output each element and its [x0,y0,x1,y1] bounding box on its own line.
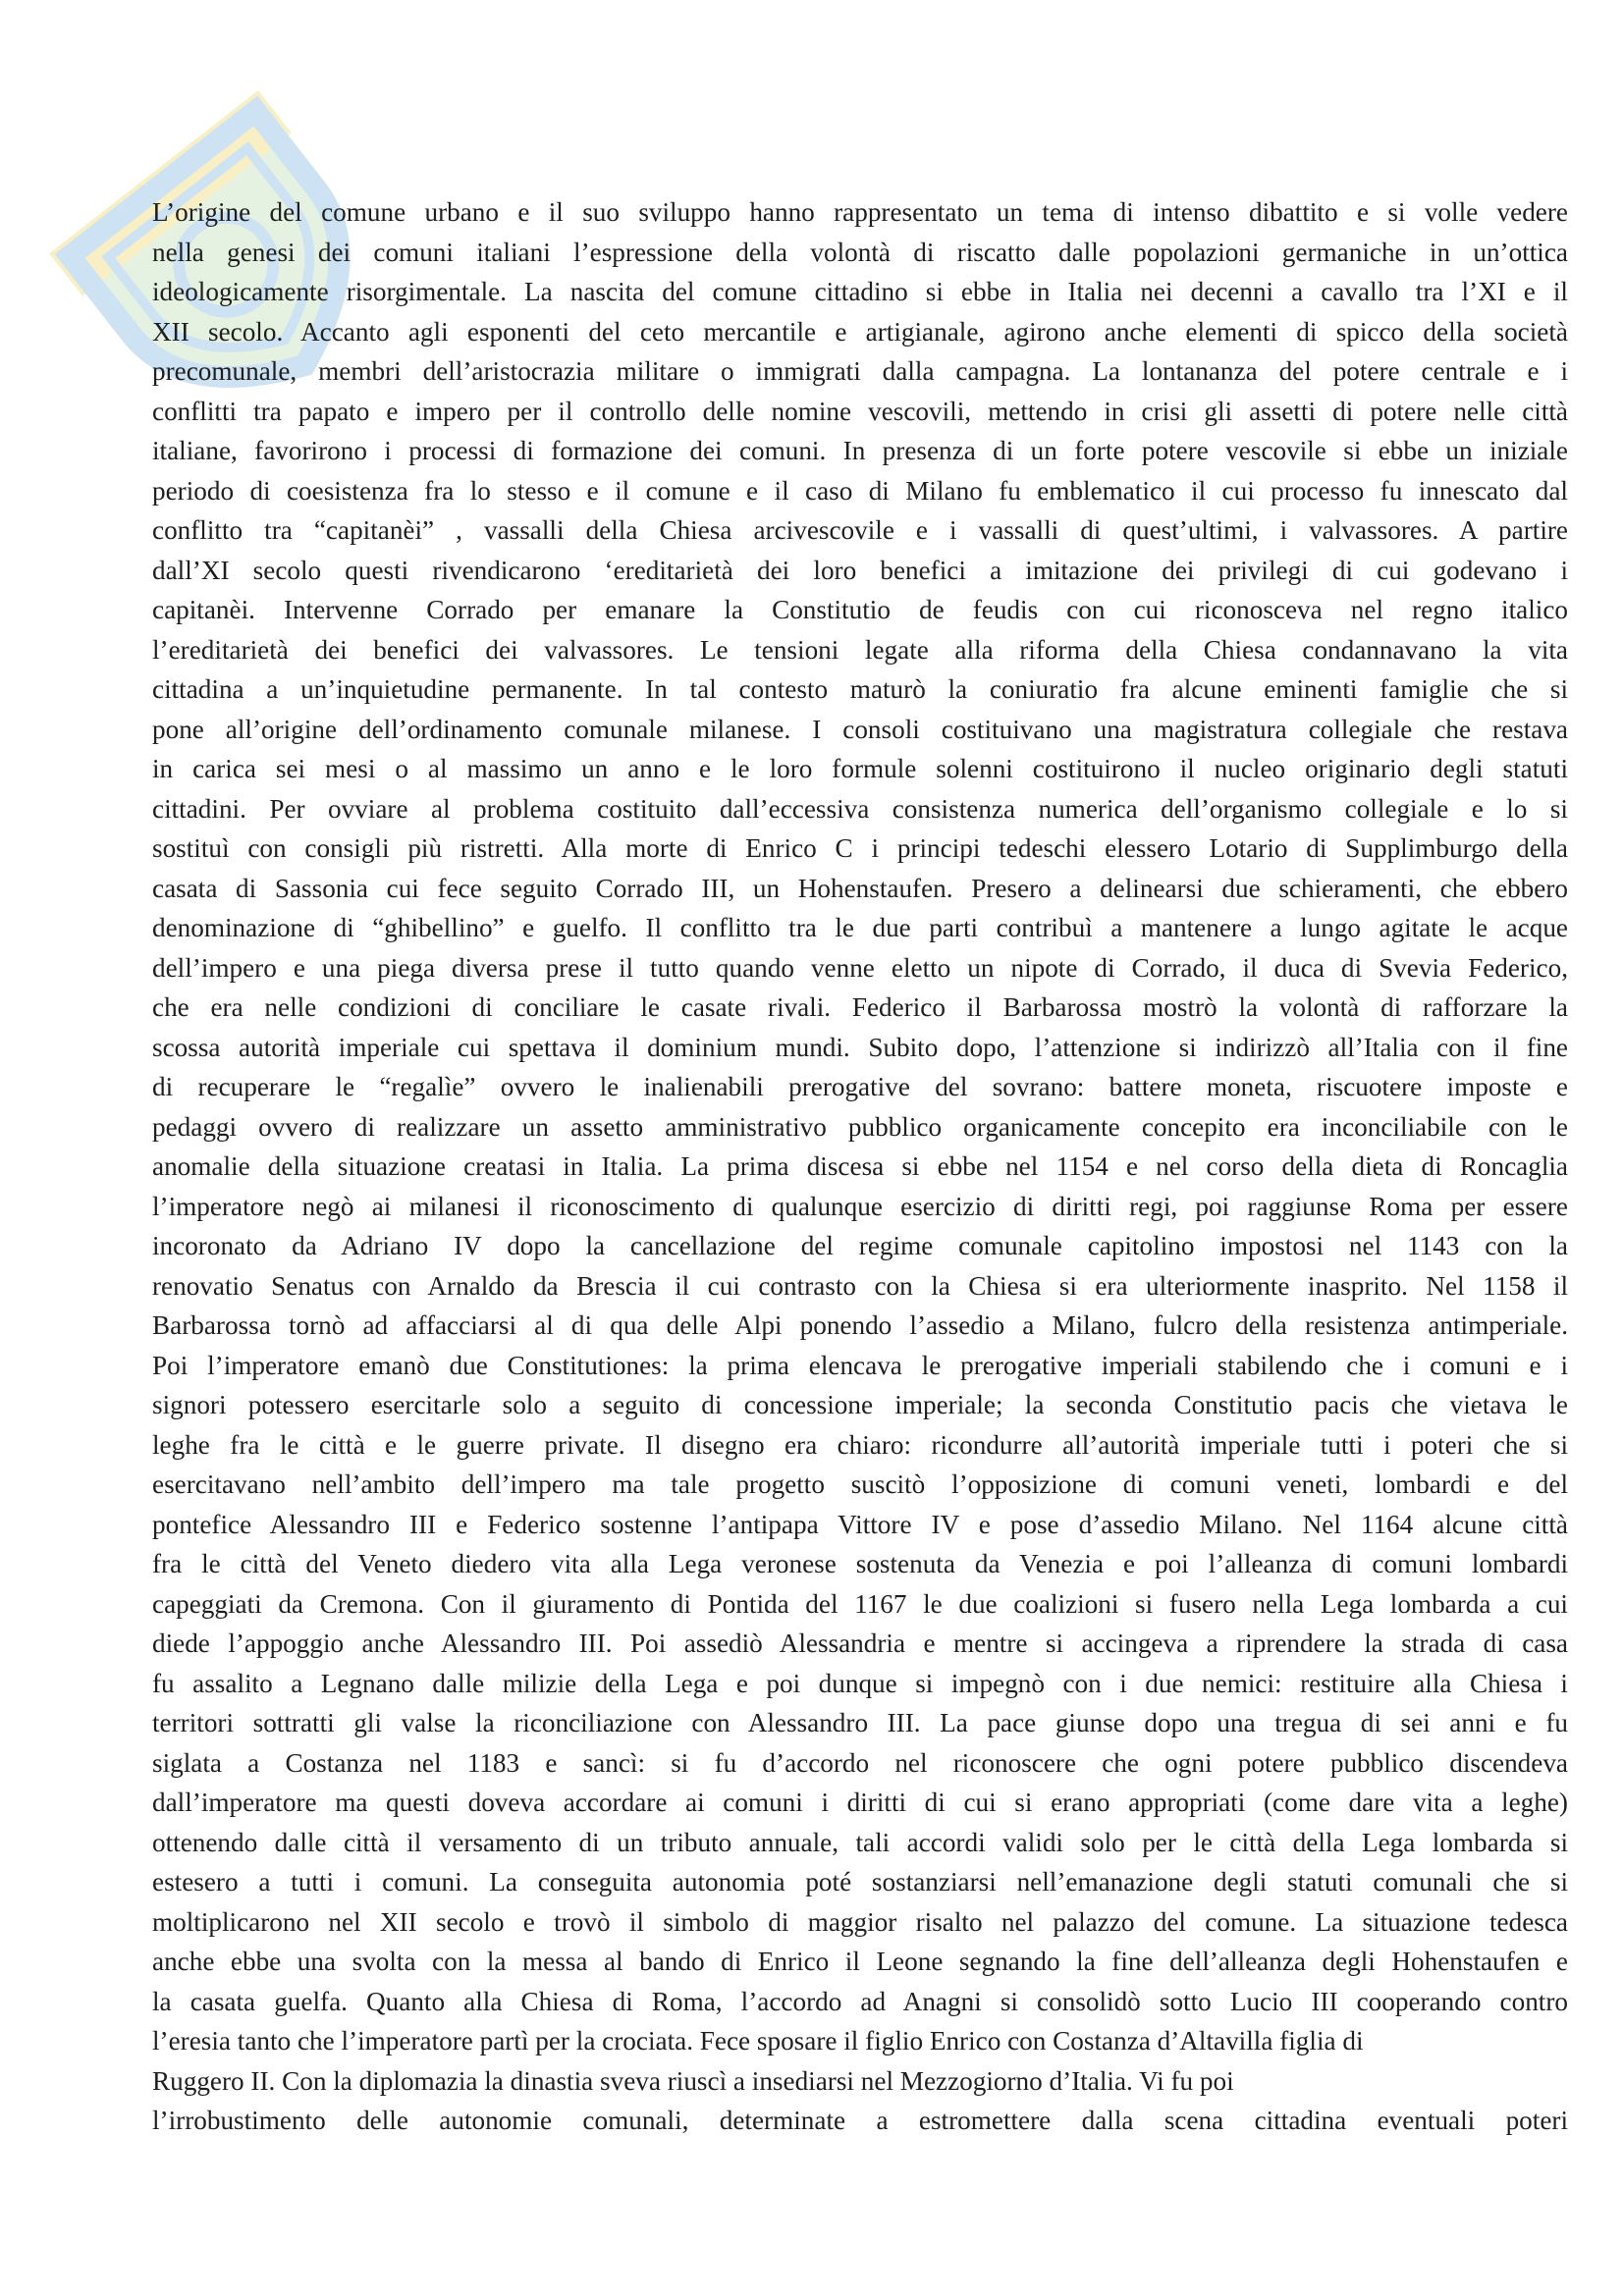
text-line: l’imperatore negò ai milanesi il riconoscimento di qualunque esercizio di diritti regi, poi raggiunse Roma per essere [152,1191,1568,1221]
text-line: in carica sei mesi o al massimo un anno e le loro formule solenni costituirono il nucleo originario degli statuti [152,754,1568,783]
text-line: precomunale, membri dell’aristocrazia militare o immigrati dalla campagna. La lontananza del potere centrale e i [152,356,1568,386]
text-line: pedaggi ovvero di realizzare un assetto amministrativo pubblico organicamente concepito era inconciliabile con le [152,1111,1568,1142]
text-line: fu assalito a Legnano dalle milizie della Lega e poi dunque si impegnò con i due nemici: restituire alla Chiesa i [152,1668,1568,1698]
text-line: esercitavano nell’ambito dell’impero ma tale progetto suscitò l’opposizione di comuni veneti, lombardi e del [152,1469,1568,1499]
text-line: leghe fra le città e le guerre private. Il disegno era chiaro: ricondurre all’autorità imperiale tutti i poteri che si [152,1429,1568,1460]
text-line: dall’imperatore ma questi doveva accordare ai comuni i diritti di cui si erano appropriati (come dare vita a leghe) [152,1788,1568,1817]
text-line: dall’XI secolo questi rivendicarono ‘ereditarietà dei loro benefici a imitazione dei privilegi di cui godevano i [152,555,1568,585]
text-line: anche ebbe una svolta con la messa al bando di Enrico il Leone segnando la fine dell’alleanza degli Hohenstaufen e [152,1947,1568,1976]
text-line: scossa autorità imperiale cui spettava il dominium mundi. Subito dopo, l’attenzione si indirizzò all’Italia con il fine [152,1032,1568,1062]
text-line: sostituì con consigli più ristretti. Alla morte di Enrico C i principi tedeschi elessero Lotario di Supplimburgo della [152,833,1568,863]
text-line: ottenendo dalle città il versamento di un tributo annuale, tali accordi validi solo per le città della Lega lombarda si [152,1827,1568,1857]
text-line: moltiplicarono nel XII secolo e trovò il simbolo di maggior risalto nel palazzo del comune. La situazione tedesca [152,1906,1568,1937]
text-line: dell’impero e una piega diversa prese il tutto quando venne eletto un nipote di Corrado, il duca di Svevia Federico, [152,952,1568,983]
text-line: pone all’origine dell’ordinamento comunale milanese. I consoli costituivano una magistratura collegiale che restava [152,714,1568,744]
text-line: territori sottratti gli valse la riconciliazione con Alessandro III. La pace giunse dopo una tregua di sei anni e fu [152,1708,1568,1737]
text-line: XII secolo. Accanto agli esponenti del ceto mercantile e artigianale, agirono anche elementi di spicco della società [152,316,1568,347]
text-line: Ruggero II. Con la diplomazia la dinastia sveva riuscì a insediarsi nel Mezzogiorno d’Italia. Vi fu poi [152,2065,1234,2096]
text-line: fra le città del Veneto diedero vita alla Lega veronese sostenuta da Venezia e poi l’alleanza di comuni lombardi [152,1549,1568,1578]
text-line: di recuperare le “regalìe” ovvero le inalienabili prerogative del sovrano: battere moneta, riscuotere imposte e [152,1072,1568,1101]
text-line: signori potessero esercitarle solo a seguito di concessione imperiale; la seconda Constitutio pacis che vietava le [152,1390,1568,1419]
text-line: periodo di coesistenza fra lo stesso e il comune e il caso di Milano fu emblematico il cui processo fu innescato dal [152,475,1568,506]
text-line: conflitto tra “capitanèi” , vassalli della Chiesa arcivescovile e i vassalli di quest’ultimi, i valvassores. A partire [152,515,1568,545]
text-line: italiane, favorirono i processi di formazione dei comuni. In presenza di un forte potere vescovile si ebbe un iniziale [152,436,1568,465]
text-line: incoronato da Adriano IV dopo la cancellazione del regime comunale capitolino impostosi nel 1143 con la [152,1231,1568,1260]
text-line: cittadini. Per ovviare al problema costituito dall’eccessiva consistenza numerica dell’organismo collegiale e lo si [152,793,1568,824]
text-line: capitanèi. Intervenne Corrado per emanare la Constitutio de feudis con cui riconosceva nel regno italico [152,595,1568,624]
text-line: conflitti tra papato e impero per il controllo delle nomine vescovili, mettendo in crisi gli assetti di potere nelle città [152,396,1568,426]
text-line: diede l’appoggio anche Alessandro III. Poi assediò Alessandria e mentre si accingeva a riprendere la strada di casa [152,1629,1568,1658]
text-line: anomalie della situazione creatasi in Italia. La prima discesa si ebbe nel 1154 e nel corso della dieta di Roncaglia [152,1151,1568,1181]
text-line: ideologicamente risorgimentale. La nascita del comune cittadino si ebbe in Italia nei decenni a cavallo tra l’XI e il [152,277,1568,306]
text-line: l’irrobustimento delle autonomie comunali, determinate a estromettere dalla scena cittadina eventuali poteri [152,2106,1568,2135]
text-line: Barbarossa tornò ad affacciarsi al di qua delle Alpi ponendo l’assedio a Milano, fulcro della resistenza antimperiale. [152,1310,1568,1340]
text-line: l’ereditarietà dei benefici dei valvassores. Le tensioni legate alla riforma della Chiesa condannavano la vita [152,634,1568,665]
text-line: capeggiati da Cremona. Con il giuramento di Pontida del 1167 le due coalizioni si fusero nella Lega lombarda a cui [152,1588,1568,1619]
document-body [152,192,1568,2141]
text-line: denominazione di “ghibellino” e guelfo. Il conflitto tra le due parti contribuì a mantenere a lungo agitate le acque [152,913,1568,942]
text-line: estesero a tutti i comuni. La conseguita autonomia poté sostanziarsi nell’emanazione degli statuti comunali che si [152,1867,1568,1896]
text-line: nella genesi dei comuni italiani l’espressione della volontà di riscatto dalle popolazioni germaniche in un’ottica [152,237,1568,267]
text-line: cittadina a un’inquietudine permanente. In tal contesto maturò la coniuratio fra alcune eminenti famiglie che si [152,674,1568,704]
text-line: casata di Sassonia cui fece seguito Corrado III, un Hohenstaufen. Presero a delinearsi due schieramenti, che ebbero [152,873,1568,903]
text-line: pontefice Alessandro III e Federico sostenne l’antipapa Vittore IV e pose d’assedio Milano. Nel 1164 alcune città [152,1509,1568,1539]
text-line: la casata guelfa. Quanto alla Chiesa di Roma, l’accordo ad Anagni si consolidò sotto Lucio III cooperando contro [152,1986,1568,2016]
text-line: L’origine del comune urbano e il suo sviluppo hanno rappresentato un tema di intenso dibattito e si volle vedere [152,197,1568,227]
text-line: renovatio Senatus con Arnaldo da Brescia il cui contrasto con la Chiesa si era ulteriormente inasprito. Nel 1158 il [152,1270,1568,1301]
text-line: Poi l’imperatore emanò due Constitutiones: la prima elencava le prerogative imperiali stabilendo che i comuni e i [152,1350,1568,1380]
text-line: l’eresia tanto che l’imperatore partì per la crociata. Fece sposare il figlio Enrico con Costanza d’Altavilla figlia di [152,2026,1364,2056]
text-line: che era nelle condizioni di conciliare le casate rivali. Federico il Barbarossa mostrò la volontà di rafforzare la [152,992,1568,1022]
text-line: siglata a Costanza nel 1183 e sancì: si fu d’accordo nel riconoscere che ogni potere pubblico discendeva [152,1747,1568,1778]
